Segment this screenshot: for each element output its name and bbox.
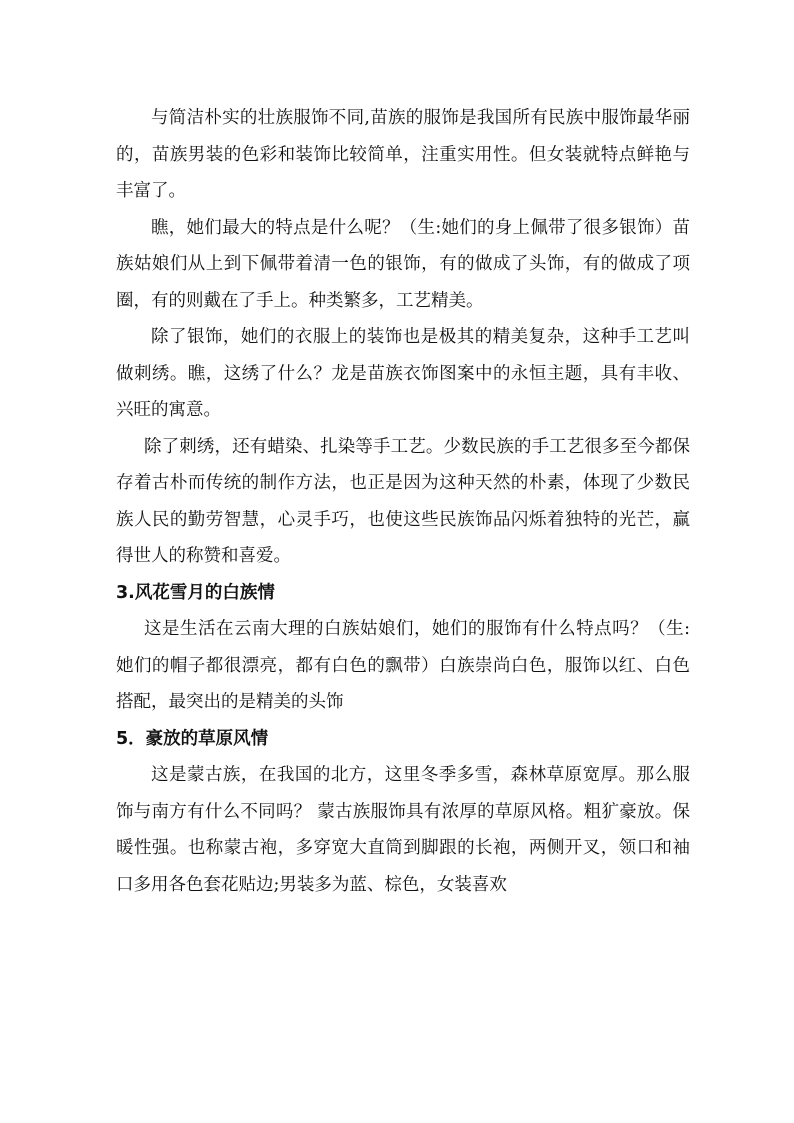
paragraph-handicraft: 除了刺绣，还有蜡染、扎染等手工艺。少数民族的手工艺很多至今都保存着古朴而传统的制作方法，也正是因为这种天然的朴素，体现了少数民族人民的勤劳智慧，心灵手巧，也使这些民族饰品闪烁着独特的光芒，赢得世人的称赞和喜爱。 [116, 436, 690, 566]
paragraph-miao-silver: 瞧，她们最大的特点是什么呢？（生:她们的身上佩带了很多银饰）苗族姑娘们从上到下佩带着清一色的银饰，有的做成了头饰，有的做成了项圈，有的则戴在了手上。种类繁多，工艺精美。 [116, 217, 690, 311]
paragraph-miao-embroidery: 除了银饰，她们的衣服上的装饰也是极其的精美复杂，这种手工艺叫做刺绣。瞧，这绣了什么？龙是苗族衣饰图案中的永恒主题，具有丰收、兴旺的寓意。 [116, 327, 690, 420]
document-body [116, 100, 690, 903]
section-heading-mongol: 5．豪放的草原风情 [116, 728, 269, 749]
section-heading-bai: 3.风花雪月的白族情 [116, 582, 275, 603]
paragraph-miao-intro: 与简洁朴实的壮族服饰不同,苗族的服饰是我国所有民族中服饰最华丽的，苗族男装的色彩和装饰比较简单，注重实用性。但女装就特点鲜艳与丰富了。 [116, 108, 690, 201]
paragraph-bai: 这是生活在云南大理的白族姑娘们，她们的服饰有什么特点吗？（生:她们的帽子都很漂亮，都有白色的飘带）白族崇尚白色，服饰以红、白色搭配，最突出的是精美的头饰 [116, 619, 690, 712]
paragraph-mongol: 这是蒙古族，在我国的北方，这里冬季多雪，森林草原宽厚。那么服饰与南方有什么不同吗？ 蒙古族服饰具有浓厚的草原风格。粗犷豪放。保暖性强。也称蒙古袍，多穿宽大直筒到脚跟的长袍，两侧开叉，领口和袖口多用各色套花贴边;男装多为蓝、棕色，女装喜欢 [116, 765, 690, 895]
